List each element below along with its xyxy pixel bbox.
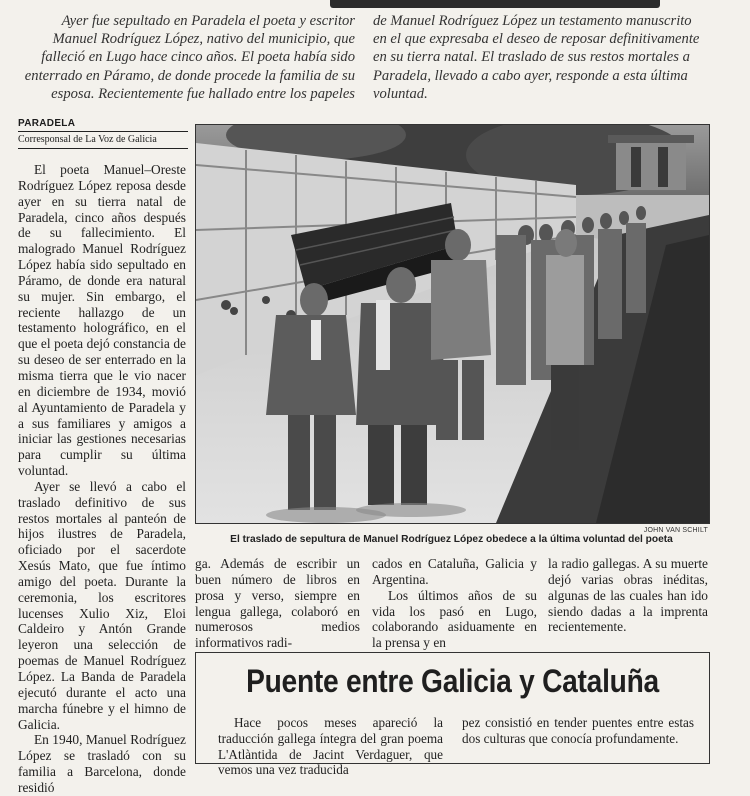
related-article-text: pez consistió en tender puentes entre estas dos culturas que conocía profundamente. [462, 715, 694, 746]
funeral-procession-image [196, 125, 709, 523]
body-column-4 [548, 556, 708, 635]
standfirst-right: de Manuel Rodríguez López un testamento manuscrito en el que expresaba el deseo de reposar definitivamente en su tierra natal. El traslado de sus restos mortales a Paradela, llevado a cabo ayer, responde a esta última voluntad. [373, 13, 700, 102]
headline-banner-remnant [330, 0, 660, 8]
funeral-photo [195, 124, 710, 524]
body-paragraph: la radio gallegas. A su muerte dejó varias obras inéditas, algunas de las cuales han ido siendo dadas a la imprenta recientemente. [548, 556, 708, 635]
standfirst-left: Ayer fue sepultado en Paradela el poeta y escritor Manuel Rodríguez López, nativo del municipio, que falleció en Lugo hace cinco años. El poeta había sido enterrado en Páramo, de donde procede la familia de su esposa. Recientemente fue hallado entre los papeles [24, 13, 355, 102]
related-article-column-left [218, 715, 443, 778]
body-paragraph: cados en Cataluña, Galicia y Argentina. [372, 556, 537, 587]
photo-caption: El traslado de sepultura de Manuel Rodríguez López obedece a la última voluntad del poeta [230, 534, 673, 545]
related-article-box [195, 652, 710, 778]
body-column-3 [372, 556, 537, 651]
body-column-2 [195, 556, 360, 651]
byline-role: Corresponsal de La Voz de Galicia [18, 134, 188, 149]
related-article-text: Hace pocos meses apareció la traducción gallega íntegra del gran poema L'Atlàntida de Jacint Verdaguer, que vemos una vez traducida [218, 715, 443, 778]
related-article-headline: Puente entre Galicia y Cataluña [246, 663, 659, 699]
body-paragraph: Ayer se llevó a cabo el traslado definitivo de sus restos mortales al panteón de hijos ilustres de Paradela, oficiado por el sacerdote Xesús Mato, que fue íntimo amigo del poeta. Durante la ceremonia, los escritores lucenses Xulio Xiz, Eloi Caldeiro y Antón Grande leyeron una selección de poemas de Manuel Rodríguez López. La Banda de Paradela ejecutó durante el acto una marcha fúnebre y el himno de Galicia. [18, 478, 186, 732]
body-column-1 [18, 162, 186, 796]
byline [18, 118, 188, 149]
body-paragraph: En 1940, Manuel Rodríguez López se trasladó con su familia a Barcelona, donde residió [18, 732, 186, 795]
body-paragraph: El poeta Manuel–Oreste Rodríguez López reposa desde ayer en su tierra natal de Paradela, cinco años después de su fallecimiento. El malogrado Manuel Rodríguez López había sido sepultado en Páramo, de donde era natural su mujer. Sin embargo, el reciente hallazgo de un testamento holográfico, en el que el poeta dejó constancia de su deseo de ser enterrado en la misma tierra que le vio nacer en diciembre de 1934, movió al Ayuntamiento de Paradela y a sus familiares y amigos a iniciar las gestiones necesarias para cumplir su última voluntad. [18, 162, 186, 479]
byline-place: PARADELA [18, 118, 188, 132]
photo-credit: JOHN VAN SCHILT [643, 527, 708, 534]
body-paragraph: ga. Además de escribir un buen número de libros en prosa y verso, siempre en lengua gallega, colaboró en numerosos medios informativos radi- [195, 556, 360, 651]
related-article-column-right [462, 715, 694, 747]
body-paragraph: Los últimos años de su vida los pasó en Lugo, colaborando asiduamente en la prensa y en [372, 587, 537, 651]
